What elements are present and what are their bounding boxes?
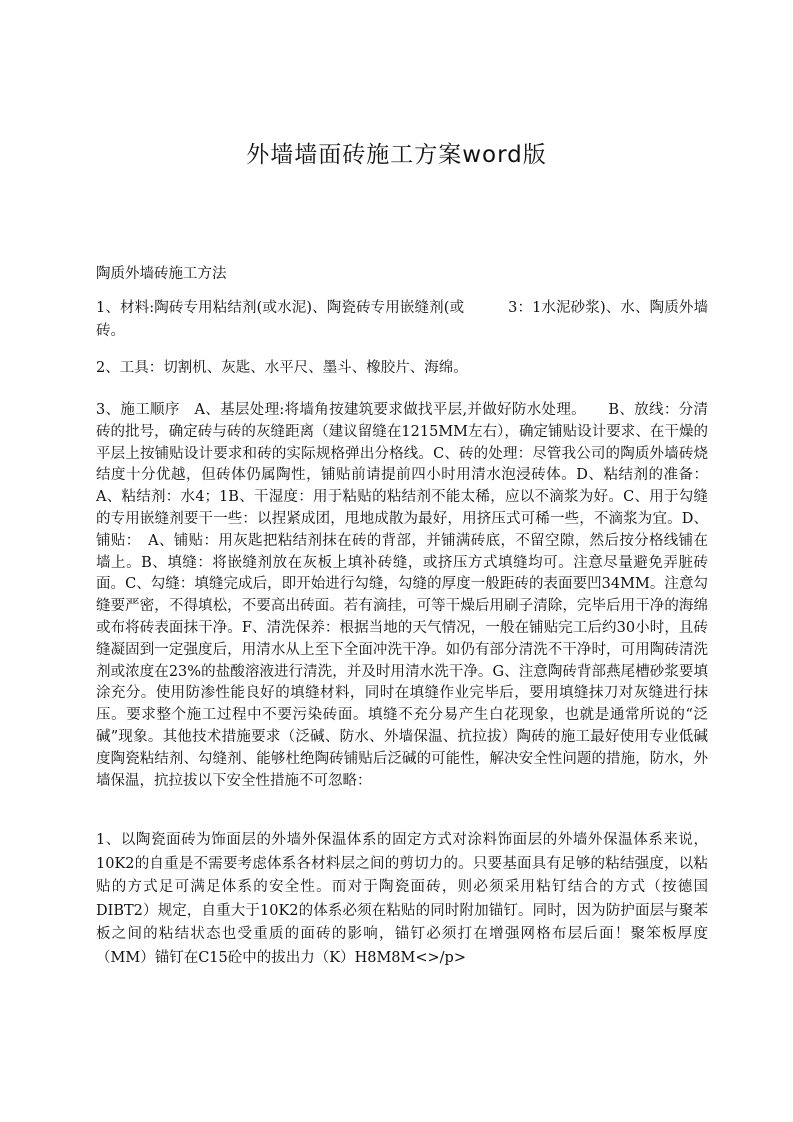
- document-title: 外墙墙面砖施工方案word版: [246, 142, 547, 168]
- paragraph-materials: 1、材料:陶砖专用粘结剂(或水泥)、陶瓷砖专用嵌缝剂(或 3：1水泥砂浆)、水、陶质外墙砖。: [96, 300, 708, 339]
- paragraph-tools: 2、工具：切割机、灰匙、水平尺、墨斗、橡胶片、海绵。: [96, 360, 468, 376]
- paragraph-construction-sequence: 3、施工顺序 A、基层处理:将墙角按建筑要求做找平层,并做好防水处理。 B、放线：分清砖的批号，确定砖与砖的灰缝距离（建议留缝在1215MM左右），确定铺贴设计要求、在干燥的平层上按铺贴设计要求和砖的实际规格弹出分格线。C、砖的处理：尽管我公司的陶质外墙砖烧结度十分优越，但砖体仍属陶性，铺贴前请提前四小时用清水泡浸砖体。D、粘结剂的准备：A、粘结剂：水4；1B、干湿度：用于粘贴的粘结剂不能太稀，应以不滴浆为好。C、用于勾缝的专用嵌缝剂要干一些：以捏紧成团，甩地成散为最好，用挤压式可稀一些，不滴浆为宜。D、铺贴： A、铺贴：用灰匙把粘结剂抹在砖的背部，并铺满砖底，不留空隙，然后按分格线铺在墙上。B、填缝：将嵌缝剂放在灰板上填补砖缝，或挤压方式填缝均可。注意尽量避免弄脏砖面。C、勾缝：填缝完成后，即开始进行勾缝，勾缝的厚度一般距砖的表面要凹34MM。注意勾缝要严密，不得填松，不要高出砖面。若有滴挂，可等干燥后用刷子清除，完毕后用干净的海绵或布将砖表面抹干净。F、清洗保养：根据当地的天气情况，一般在铺贴完工后约30小时，且砖缝凝固到一定强度后，用清水从上至下全面冲洗干净。如仍有部分清洗不干净时，可用陶砖清洗剂或浓度在23%的盐酸溶液进行清洗，并及时用清水洗干净。G、注意陶砖背部燕尾槽砂浆要填涂充分。使用防渗性能良好的填缝材料，同时在填缝作业完毕后，要用填缝抹刀对灰缝进行抹压。要求整个施工过程中不要污染砖面。填缝不充分易产生白花现象，也就是通常所说的“泛碱”现象。其他技术措施要求（泛碱、防水、外墙保温、抗拉拔）陶砖的施工最好使用专业低碱度陶瓷粘结剂、勾缝剂、能够杜绝陶砖铺贴后泛碱的可能性，解决安全性问题的措施，防水，外墙保温，抗拉拔以下安全性措施不可忽略：: [96, 402, 708, 789]
- paragraph-fixing-method: 1、以陶瓷面砖为饰面层的外墙外保温体系的固定方式对涂料饰面层的外墙外保温体系来说，10K2的自重是不需要考虑体系各材料层之间的剪切力的。只要基面具有足够的粘结强度，以粘贴的方式足可满足体系的安全性。而对于陶瓷面砖，则必须采用粘钉结合的方式（按德国DIBT2）规定，自重大于10K2的体系必须在粘贴的同时附加锚钉。同时，因为防护面层与聚苯板之间的粘结状态也受重质的面砖的影响，锚钉必须打在增强网格布层后面！聚笨板厚度（MM）锚钉在C15砼中的拔出力（K）H8M8M<>/p>: [96, 832, 708, 966]
- section-heading: 陶质外墙砖施工方法: [96, 266, 227, 282]
